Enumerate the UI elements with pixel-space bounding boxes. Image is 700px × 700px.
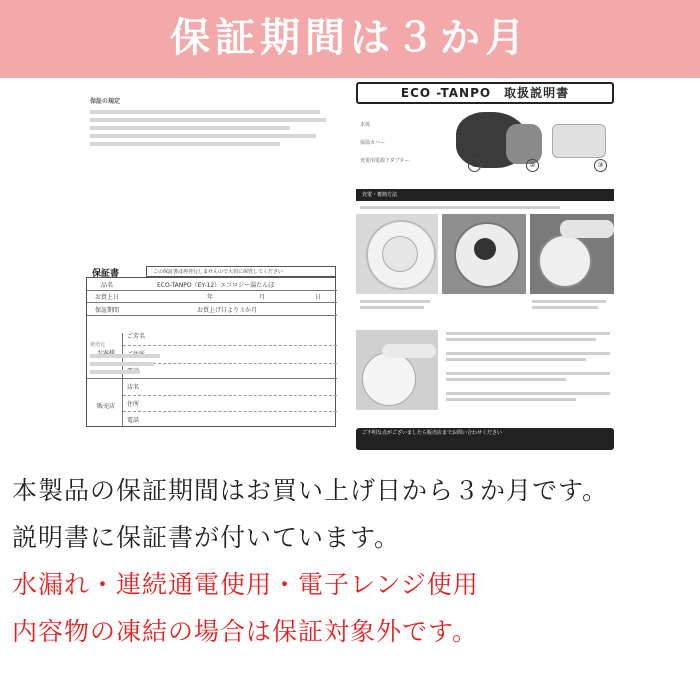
caption-line-3: 水漏れ・連続通電使用・電子レンジ使用 <box>12 570 479 599</box>
dealer-address-label: 住所 <box>127 401 140 408</box>
customer-name-label: ご芳名 <box>127 333 146 340</box>
banner-title: 保証期間は３か月 <box>170 15 530 61</box>
warranty-table <box>86 277 336 427</box>
instruction-sheet-title: ECO -TANPO 取扱説明書 <box>356 82 614 104</box>
title-banner <box>0 0 700 78</box>
warranty-card-title: 保証書 <box>92 269 120 279</box>
dealer-label: 販売店 <box>97 403 116 410</box>
warranty-header-note: この保証書は再発行しませんので大切に保管してください <box>153 269 284 275</box>
warranty-header-note-box <box>146 266 336 277</box>
purchase-date-label: お買上日 <box>95 294 120 301</box>
date-unit-month: 月 <box>259 294 266 301</box>
bottom-notice-bar: ご不明な点がございましたら販売店までお問い合わせください <box>356 428 614 450</box>
product-label: 品名 <box>101 282 114 289</box>
date-unit-day: 日 <box>315 294 322 301</box>
caption-line-4: 内容物の凍結の場合は保証対象外です。 <box>12 617 479 646</box>
step-photo-3 <box>530 214 614 294</box>
caption-line-2: 説明書に保証書が付いています。 <box>12 523 401 552</box>
warranty-footer: 発売元 <box>90 342 106 348</box>
item-number-1: ① <box>468 159 481 172</box>
date-unit-year: 年 <box>207 294 214 301</box>
dealer-phone-label: 電話 <box>127 417 140 424</box>
item-cover-label: 保温カバー <box>360 140 386 146</box>
warranty-card-image <box>86 96 336 426</box>
cover-photo <box>506 124 542 164</box>
warning-bar: 充電・蓄熱方法 <box>356 189 614 201</box>
step-photo-1 <box>356 214 438 294</box>
product-value: ECO-TANPO（EY-12）エコロジー湯たんぽ <box>157 282 275 289</box>
warranty-period-value: お買上げ日より３か月 <box>197 307 258 314</box>
adapter-photo <box>552 124 606 158</box>
step-photo-2 <box>442 214 526 294</box>
item-body-label: 本体 <box>360 122 371 128</box>
item-number-3: ③ <box>594 159 607 172</box>
dealer-name-label: 店名 <box>127 384 140 391</box>
warranty-notes-heading: 保証の規定 <box>90 98 121 105</box>
step-photo-4 <box>356 330 438 410</box>
instruction-sheet-image <box>356 82 614 452</box>
item-adapter-label: 充電用電源アダプター <box>360 158 410 164</box>
caption-line-1: 本製品の保証期間はお買い上げ日から３か月です。 <box>12 476 609 505</box>
warranty-period-label: 保証期間 <box>95 307 120 314</box>
item-number-2: ② <box>526 159 539 172</box>
